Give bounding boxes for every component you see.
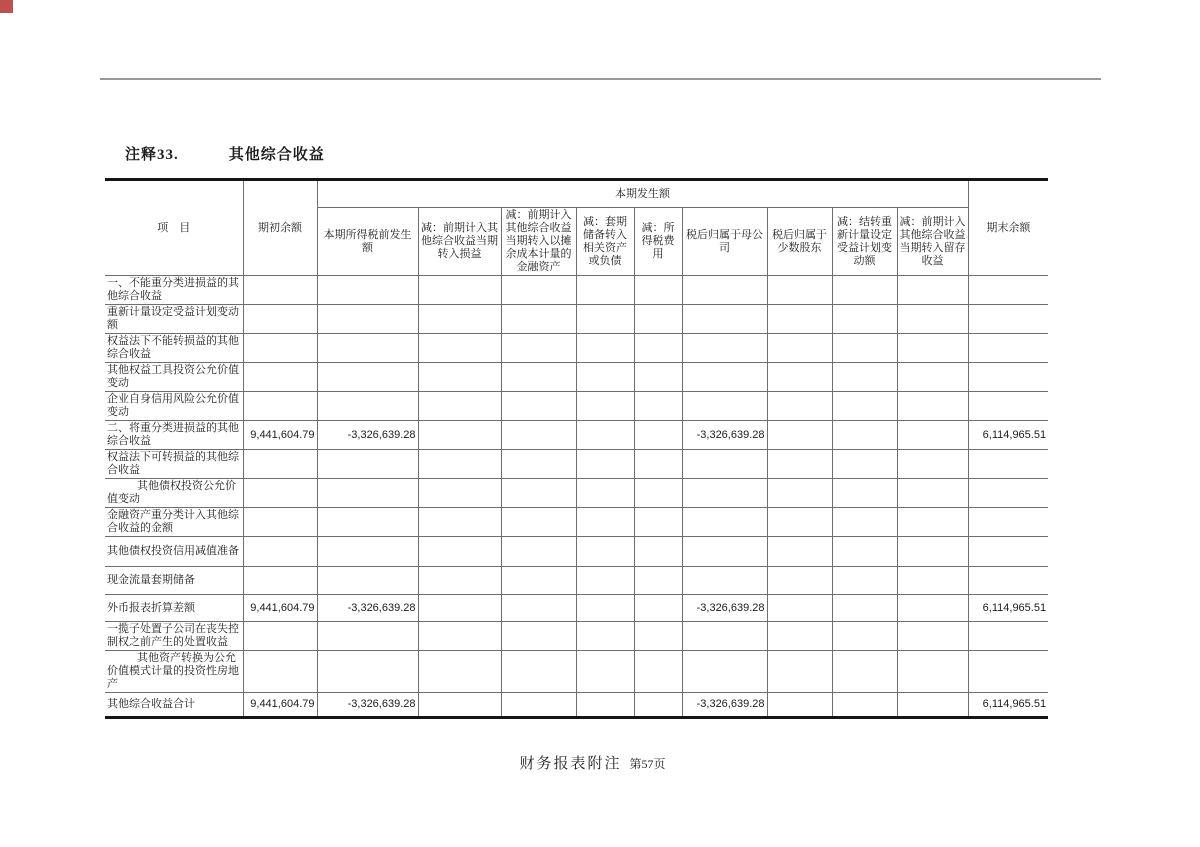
row-label: 二、将重分类进损益的其他综合收益 xyxy=(105,421,243,450)
cell xyxy=(634,595,682,622)
cell xyxy=(576,363,634,392)
row-label: 外币报表折算差额 xyxy=(105,595,243,622)
row-label: 权益法下不能转损益的其他综合收益 xyxy=(105,334,243,363)
cell xyxy=(317,537,418,567)
cell xyxy=(682,479,767,508)
cell xyxy=(897,421,968,450)
cell xyxy=(767,537,832,567)
cell xyxy=(418,622,501,651)
cell xyxy=(897,305,968,334)
cell xyxy=(418,537,501,567)
cell xyxy=(634,363,682,392)
cell xyxy=(243,567,317,595)
cell xyxy=(243,363,317,392)
cell xyxy=(418,567,501,595)
cell xyxy=(832,595,897,622)
col-header-current-period-group: 本期发生额 xyxy=(317,180,968,208)
cell xyxy=(418,595,501,622)
table-row xyxy=(105,595,1048,622)
cell xyxy=(682,450,767,479)
cell xyxy=(968,479,1048,508)
cell xyxy=(243,479,317,508)
table-row xyxy=(105,421,1048,450)
cell xyxy=(418,693,501,718)
table-row xyxy=(105,622,1048,651)
cell xyxy=(682,508,767,537)
note-title xyxy=(125,143,325,164)
cell xyxy=(501,508,576,537)
cell: 6,114,965.51 xyxy=(968,693,1048,718)
cell xyxy=(418,363,501,392)
cell xyxy=(317,651,418,693)
cell xyxy=(832,537,897,567)
cell xyxy=(243,450,317,479)
cell xyxy=(576,334,634,363)
cell: -3,326,639.28 xyxy=(317,693,418,718)
cell xyxy=(418,508,501,537)
cell xyxy=(767,450,832,479)
cell xyxy=(317,622,418,651)
cell xyxy=(634,622,682,651)
cell xyxy=(682,334,767,363)
cell xyxy=(501,421,576,450)
col-header-less-income-tax: 减：所得税费用 xyxy=(634,208,682,276)
cell xyxy=(767,363,832,392)
cell xyxy=(968,450,1048,479)
cell xyxy=(767,479,832,508)
cell xyxy=(576,693,634,718)
col-header-less-transfer-to-retained-earnings: 减：前期计入其他综合收益当期转入留存收益 xyxy=(897,208,968,276)
cell xyxy=(897,537,968,567)
cell xyxy=(418,450,501,479)
cell xyxy=(243,392,317,421)
footer-page-number: 第57页 xyxy=(629,757,666,771)
cell xyxy=(968,276,1048,305)
cell xyxy=(501,334,576,363)
cell: 9,441,604.79 xyxy=(243,595,317,622)
cell xyxy=(832,276,897,305)
cell xyxy=(418,305,501,334)
row-label: 其他权益工具投资公允价值变动 xyxy=(105,363,243,392)
cell xyxy=(418,334,501,363)
table-row xyxy=(105,537,1048,567)
cell: 6,114,965.51 xyxy=(968,421,1048,450)
cell xyxy=(682,392,767,421)
cell xyxy=(634,479,682,508)
cell xyxy=(767,595,832,622)
row-label: 其他资产转换为公允价值模式计量的投资性房地产 xyxy=(105,651,243,693)
cell xyxy=(634,276,682,305)
table-row xyxy=(105,363,1048,392)
cell xyxy=(576,479,634,508)
cell xyxy=(501,450,576,479)
cell xyxy=(897,363,968,392)
note-title-text: 其他综合收益 xyxy=(228,147,325,163)
cell xyxy=(682,537,767,567)
row-label: 其他债权投资信用减值准备 xyxy=(105,537,243,567)
cell xyxy=(634,450,682,479)
cell xyxy=(634,421,682,450)
cell xyxy=(897,334,968,363)
row-label: 权益法下可转损益的其他综合收益 xyxy=(105,450,243,479)
cell xyxy=(767,622,832,651)
cell xyxy=(832,305,897,334)
col-header-after-tax-parent: 税后归属于母公司 xyxy=(682,208,767,276)
cell xyxy=(897,479,968,508)
cell xyxy=(317,276,418,305)
col-header-after-tax-minority: 税后归属于少数股东 xyxy=(767,208,832,276)
cell xyxy=(897,595,968,622)
cell xyxy=(243,276,317,305)
cell xyxy=(968,363,1048,392)
cell xyxy=(501,305,576,334)
cell xyxy=(767,392,832,421)
cell xyxy=(418,392,501,421)
cell xyxy=(634,305,682,334)
cell xyxy=(317,363,418,392)
header-divider-line xyxy=(100,78,1101,80)
cell xyxy=(634,567,682,595)
cell xyxy=(418,421,501,450)
cell xyxy=(968,537,1048,567)
cell xyxy=(832,334,897,363)
cell xyxy=(897,276,968,305)
row-label: 一、不能重分类进损益的其他综合收益 xyxy=(105,276,243,305)
cell xyxy=(832,567,897,595)
note-number: 注释33. xyxy=(125,147,179,163)
table-row xyxy=(105,508,1048,537)
cell xyxy=(767,334,832,363)
page-footer xyxy=(0,752,1185,773)
cell xyxy=(576,537,634,567)
cell xyxy=(501,651,576,693)
col-header-less-carryover-benefit-plan: 减：结转重新计量设定受益计划变动额 xyxy=(832,208,897,276)
cell: 9,441,604.79 xyxy=(243,421,317,450)
table-row-total xyxy=(105,693,1048,718)
cell xyxy=(682,622,767,651)
cell xyxy=(501,276,576,305)
cell xyxy=(832,392,897,421)
cell: -3,326,639.28 xyxy=(682,421,767,450)
cell xyxy=(243,305,317,334)
cell xyxy=(682,651,767,693)
cell xyxy=(576,622,634,651)
cell xyxy=(767,305,832,334)
cell xyxy=(634,651,682,693)
row-label: 现金流量套期储备 xyxy=(105,567,243,595)
cell xyxy=(418,479,501,508)
cell xyxy=(576,392,634,421)
table-row xyxy=(105,450,1048,479)
cell xyxy=(634,693,682,718)
cell xyxy=(418,651,501,693)
cell xyxy=(968,508,1048,537)
cell xyxy=(897,622,968,651)
cell xyxy=(832,363,897,392)
table-row xyxy=(105,334,1048,363)
cell xyxy=(317,305,418,334)
cell xyxy=(968,622,1048,651)
cell xyxy=(682,276,767,305)
row-label: 其他综合收益合计 xyxy=(105,693,243,718)
cell xyxy=(968,305,1048,334)
cell xyxy=(897,651,968,693)
cell xyxy=(634,537,682,567)
row-label: 一揽子处置子公司在丧失控制权之前产生的处置收益 xyxy=(105,622,243,651)
cell xyxy=(968,567,1048,595)
cell xyxy=(576,450,634,479)
cell xyxy=(501,479,576,508)
cell: -3,326,639.28 xyxy=(317,595,418,622)
cell xyxy=(317,392,418,421)
cell xyxy=(968,651,1048,693)
cell xyxy=(243,334,317,363)
col-header-less-transfer-to-pl: 减：前期计入其他综合收益当期转入损益 xyxy=(418,208,501,276)
cell xyxy=(897,693,968,718)
cell xyxy=(832,421,897,450)
row-label: 金融资产重分类计入其他综合收益的金额 xyxy=(105,508,243,537)
table-row xyxy=(105,567,1048,595)
cell xyxy=(897,392,968,421)
cell xyxy=(767,651,832,693)
cell xyxy=(767,693,832,718)
cell: -3,326,639.28 xyxy=(682,693,767,718)
cell xyxy=(501,693,576,718)
cell xyxy=(317,479,418,508)
cell xyxy=(317,508,418,537)
cell xyxy=(501,363,576,392)
col-header-beginning-balance: 期初余额 xyxy=(243,180,317,276)
header-row-group xyxy=(105,180,1048,208)
cell xyxy=(897,508,968,537)
cell xyxy=(243,651,317,693)
table-row xyxy=(105,276,1048,305)
cell xyxy=(576,421,634,450)
cell xyxy=(317,567,418,595)
cell xyxy=(832,693,897,718)
col-header-pretax-amount: 本期所得税前发生额 xyxy=(317,208,418,276)
col-header-item: 项 目 xyxy=(105,180,243,276)
cell xyxy=(501,392,576,421)
cell xyxy=(832,479,897,508)
footer-title: 财务报表附注 xyxy=(519,756,622,772)
col-header-less-hedge-reserve-transfer: 减：套期储备转入相关资产或负债 xyxy=(576,208,634,276)
cell xyxy=(682,363,767,392)
table-row xyxy=(105,651,1048,693)
other-comprehensive-income-table xyxy=(105,178,1048,719)
cell xyxy=(767,508,832,537)
table-row xyxy=(105,305,1048,334)
cell xyxy=(576,305,634,334)
cell xyxy=(501,595,576,622)
cell xyxy=(576,567,634,595)
cell: 9,441,604.79 xyxy=(243,693,317,718)
cell xyxy=(832,450,897,479)
cell xyxy=(682,305,767,334)
cell xyxy=(897,567,968,595)
cell xyxy=(501,537,576,567)
cell xyxy=(634,334,682,363)
cell xyxy=(968,334,1048,363)
cell xyxy=(576,276,634,305)
cell xyxy=(576,651,634,693)
cell xyxy=(832,622,897,651)
cell: -3,326,639.28 xyxy=(682,595,767,622)
cell xyxy=(317,334,418,363)
cell xyxy=(317,450,418,479)
col-header-less-transfer-to-amortized-cost: 减：前期计入其他综合收益当期转入以摊余成本计量的金融资产 xyxy=(501,208,576,276)
red-corner-marker xyxy=(0,0,13,13)
cell xyxy=(634,392,682,421)
table-row xyxy=(105,479,1048,508)
cell xyxy=(243,508,317,537)
col-header-ending-balance: 期末余额 xyxy=(968,180,1048,276)
cell xyxy=(243,622,317,651)
cell xyxy=(968,392,1048,421)
cell xyxy=(767,276,832,305)
cell xyxy=(243,537,317,567)
cell xyxy=(767,567,832,595)
cell xyxy=(501,622,576,651)
cell xyxy=(897,450,968,479)
row-label: 重新计量设定受益计划变动额 xyxy=(105,305,243,334)
cell: -3,326,639.28 xyxy=(317,421,418,450)
row-label: 企业自身信用风险公允价值变动 xyxy=(105,392,243,421)
cell xyxy=(767,421,832,450)
cell xyxy=(501,567,576,595)
cell xyxy=(682,567,767,595)
cell: 6,114,965.51 xyxy=(968,595,1048,622)
cell xyxy=(634,508,682,537)
cell xyxy=(418,276,501,305)
cell xyxy=(576,595,634,622)
cell xyxy=(832,651,897,693)
cell xyxy=(832,508,897,537)
table-row xyxy=(105,392,1048,421)
row-label: 其他债权投资公允价值变动 xyxy=(105,479,243,508)
cell xyxy=(576,508,634,537)
